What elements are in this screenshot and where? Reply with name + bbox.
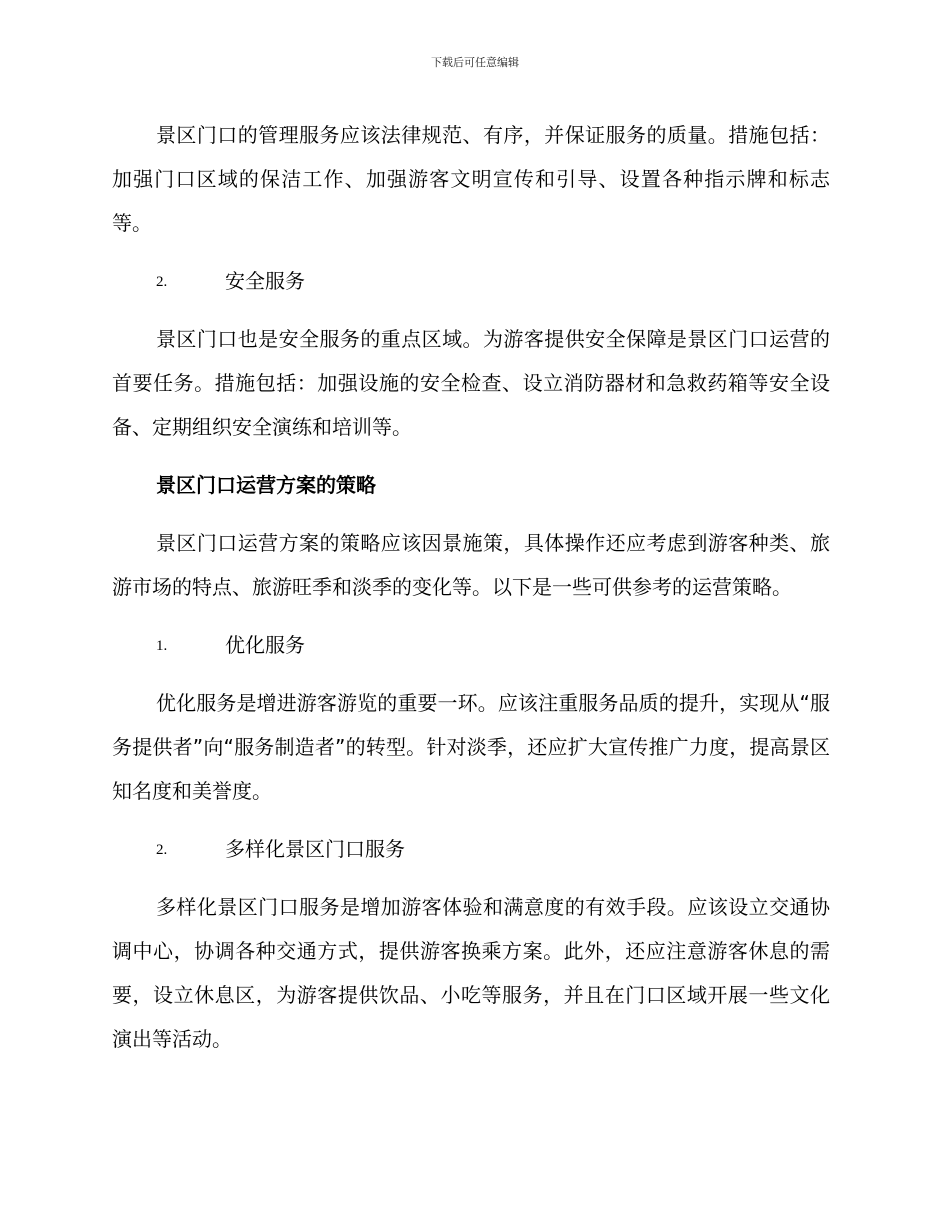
list-item-diversify-service — [112, 827, 830, 871]
paragraph-strategy-intro: 景区门口运营方案的策略应该因景施策，具体操作还应考虑到游客种类、旅游市场的特点、旅游旺季和淡季的变化等。以下是一些可供参考的运营策略。 — [112, 531, 830, 599]
list-item-safety-service — [112, 259, 830, 303]
list-item-label: 优化服务 — [225, 633, 305, 657]
paragraph-diversify: 多样化景区门口服务是增加游客体验和满意度的有效手段。应该设立交通协调中心，协调各种交通方式，提供游客换乘方案。此外，还应注意游客休息的需要，设立休息区，为游客提供饮品、小吃等服务，并且在门口区域开展一些文化演出等活动。 — [112, 895, 830, 1051]
list-item-optimize-service — [112, 623, 830, 667]
list-item-label: 安全服务 — [225, 269, 305, 293]
list-item-number: 1. — [156, 638, 168, 654]
paragraph-optimize: 优化服务是增进游客游览的重要一环。应该注重服务品质的提升，实现从“服务提供者”向“服务制造者”的转型。针对淡季，还应扩大宣传推广力度，提高景区知名度和美誉度。 — [112, 691, 830, 803]
list-item-number: 2. — [156, 842, 168, 858]
paragraph-safety: 景区门口也是安全服务的重点区域。为游客提供安全保障是景区门口运营的首要任务。措施包括：加强设施的安全检查、设立消防器材和急救药箱等安全设备、定期组织安全演练和培训等。 — [112, 327, 830, 439]
paragraph-gate-management: 景区门口的管理服务应该法律规范、有序，并保证服务的质量。措施包括：加强门口区域的保洁工作、加强游客文明宣传和引导、设置各种指示牌和标志等。 — [112, 123, 830, 235]
document-body — [112, 113, 830, 1075]
list-item-number: 2. — [156, 274, 168, 290]
list-item-label: 多样化景区门口服务 — [225, 837, 405, 861]
section-heading-strategy: 景区门口运营方案的策略 — [156, 473, 376, 497]
page-header: 下载后可任意编辑 — [431, 56, 519, 69]
